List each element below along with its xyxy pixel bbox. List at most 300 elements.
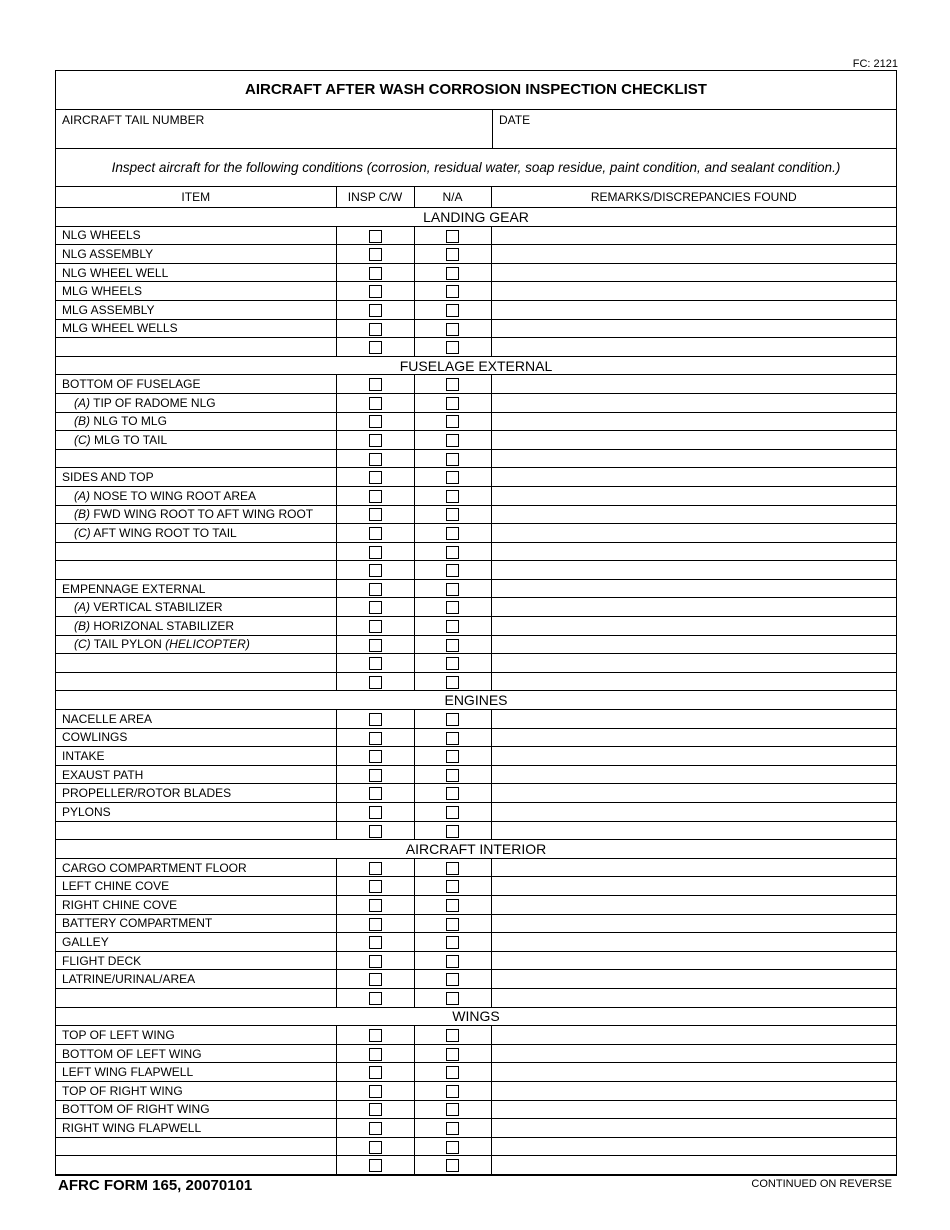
remarks-cell[interactable] <box>491 1119 896 1138</box>
insp-checkbox[interactable] <box>369 1029 382 1042</box>
insp-checkbox[interactable] <box>369 657 382 670</box>
na-cell <box>414 1156 491 1175</box>
remarks-cell[interactable] <box>491 914 896 933</box>
insp-cell <box>336 951 414 970</box>
form-code: FC: 2121 <box>852 58 898 70</box>
na-checkbox[interactable] <box>446 527 459 540</box>
checklist-row <box>56 449 896 468</box>
item-cell <box>56 877 336 896</box>
na-checkbox[interactable] <box>446 657 459 670</box>
na-checkbox[interactable] <box>446 862 459 875</box>
na-checkbox[interactable] <box>446 620 459 633</box>
date-field[interactable]: DATE <box>499 113 531 127</box>
na-checkbox[interactable] <box>446 397 459 410</box>
na-cell <box>414 245 491 264</box>
item-cell <box>56 300 336 319</box>
remarks-cell[interactable] <box>491 1044 896 1063</box>
insp-checkbox[interactable] <box>369 546 382 559</box>
item-cell <box>56 263 336 282</box>
insp-checkbox[interactable] <box>369 713 382 726</box>
na-cell <box>414 431 491 450</box>
item-label: AFT WING ROOT TO TAIL <box>93 525 237 540</box>
insp-cell <box>336 988 414 1007</box>
na-checkbox[interactable] <box>446 880 459 893</box>
item-label: LEFT WING FLAPWELL <box>62 1065 194 1080</box>
item-cell <box>56 449 336 468</box>
item-label: COWLINGS <box>62 730 128 745</box>
remarks-cell[interactable] <box>491 784 896 803</box>
remarks-cell[interactable] <box>491 1026 896 1045</box>
item-label: INTAKE <box>62 749 105 764</box>
na-cell <box>414 375 491 394</box>
na-checkbox[interactable] <box>446 936 459 949</box>
item-label: TAIL PYLON <box>93 637 162 652</box>
item-label: NLG TO MLG <box>93 414 167 429</box>
insp-checkbox[interactable] <box>369 936 382 949</box>
remarks-cell[interactable] <box>491 393 896 412</box>
item-label: LATRINE/URINAL/AREA <box>62 972 196 987</box>
na-checkbox[interactable] <box>446 453 459 466</box>
na-checkbox[interactable] <box>446 1141 459 1154</box>
checklist-row <box>56 1137 896 1156</box>
insp-cell <box>336 784 414 803</box>
col-insp-header: INSP C/W <box>336 187 414 208</box>
item-label: CARGO COMPARTMENT FLOOR <box>62 860 247 875</box>
checklist-row <box>56 579 896 598</box>
checklist-row <box>56 486 896 505</box>
remarks-cell[interactable] <box>491 449 896 468</box>
item-cell <box>56 1044 336 1063</box>
remarks-cell[interactable] <box>491 263 896 282</box>
item-cell <box>56 914 336 933</box>
insp-checkbox[interactable] <box>369 378 382 391</box>
na-checkbox[interactable] <box>446 1103 459 1116</box>
na-checkbox[interactable] <box>446 787 459 800</box>
insp-cell <box>336 858 414 877</box>
remarks-cell[interactable] <box>491 728 896 747</box>
remarks-cell[interactable] <box>491 654 896 673</box>
na-checkbox[interactable] <box>446 601 459 614</box>
insp-cell <box>336 728 414 747</box>
remarks-cell[interactable] <box>491 617 896 636</box>
insp-checkbox[interactable] <box>369 583 382 596</box>
remarks-cell[interactable] <box>491 375 896 394</box>
checklist-row <box>56 263 896 282</box>
insp-cell <box>336 393 414 412</box>
checklist-row <box>56 431 896 450</box>
insp-cell <box>336 765 414 784</box>
tail-number-field[interactable]: AIRCRAFT TAIL NUMBER <box>56 110 493 148</box>
na-cell <box>414 803 491 822</box>
na-cell <box>414 672 491 691</box>
item-prefix: (A) <box>74 600 90 615</box>
na-cell <box>414 858 491 877</box>
item-cell <box>56 505 336 524</box>
insp-checkbox[interactable] <box>369 1066 382 1079</box>
remarks-cell[interactable] <box>491 319 896 338</box>
remarks-cell[interactable] <box>491 300 896 319</box>
na-checkbox[interactable] <box>446 918 459 931</box>
insp-checkbox[interactable] <box>369 285 382 298</box>
insp-cell <box>336 486 414 505</box>
na-cell <box>414 561 491 580</box>
insp-checkbox[interactable] <box>369 1103 382 1116</box>
section-header <box>56 356 896 375</box>
checklist-row <box>56 877 896 896</box>
insp-cell <box>336 747 414 766</box>
item-label: RIGHT CHINE COVE <box>62 897 178 912</box>
item-label: NLG ASSEMBLY <box>62 246 154 261</box>
na-cell <box>414 933 491 952</box>
checklist-row <box>56 895 896 914</box>
na-checkbox[interactable] <box>446 230 459 243</box>
na-cell <box>414 635 491 654</box>
header-fields <box>56 110 896 149</box>
remarks-cell[interactable] <box>491 468 896 487</box>
na-cell <box>414 988 491 1007</box>
insp-cell <box>336 1100 414 1119</box>
na-checkbox[interactable] <box>446 732 459 745</box>
item-label: TOP OF LEFT WING <box>62 1027 175 1042</box>
na-checkbox[interactable] <box>446 1122 459 1135</box>
item-prefix: (C) <box>74 637 91 652</box>
remarks-cell[interactable] <box>491 226 896 245</box>
checklist-row <box>56 319 896 338</box>
checklist-row <box>56 505 896 524</box>
item-prefix: (A) <box>74 395 90 410</box>
na-cell <box>414 263 491 282</box>
remarks-cell[interactable] <box>491 858 896 877</box>
remarks-cell[interactable] <box>491 951 896 970</box>
remarks-cell[interactable] <box>491 895 896 914</box>
na-checkbox[interactable] <box>446 992 459 1005</box>
item-cell <box>56 933 336 952</box>
item-cell <box>56 672 336 691</box>
item-cell <box>56 635 336 654</box>
na-checkbox[interactable] <box>446 1029 459 1042</box>
remarks-cell[interactable] <box>491 747 896 766</box>
item-cell <box>56 598 336 617</box>
insp-checkbox[interactable] <box>369 434 382 447</box>
insp-cell <box>336 1044 414 1063</box>
na-checkbox[interactable] <box>446 1048 459 1061</box>
checklist-row <box>56 747 896 766</box>
item-prefix: (A) <box>74 488 90 503</box>
checklist-row <box>56 524 896 543</box>
remarks-cell[interactable] <box>491 338 896 357</box>
na-checkbox[interactable] <box>446 676 459 689</box>
item-cell <box>56 338 336 357</box>
remarks-cell[interactable] <box>491 1081 896 1100</box>
insp-checkbox[interactable] <box>369 230 382 243</box>
insp-checkbox[interactable] <box>369 769 382 782</box>
insp-cell <box>336 300 414 319</box>
insp-cell <box>336 226 414 245</box>
item-label: BOTTOM OF LEFT WING <box>62 1046 202 1061</box>
na-checkbox[interactable] <box>446 285 459 298</box>
remarks-cell[interactable] <box>491 598 896 617</box>
insp-cell <box>336 710 414 729</box>
remarks-cell[interactable] <box>491 282 896 301</box>
remarks-cell[interactable] <box>491 542 896 561</box>
insp-checkbox[interactable] <box>369 973 382 986</box>
insp-cell <box>336 319 414 338</box>
item-cell <box>56 988 336 1007</box>
insp-cell <box>336 821 414 840</box>
insp-checkbox[interactable] <box>369 732 382 745</box>
insp-checkbox[interactable] <box>369 248 382 261</box>
insp-checkbox[interactable] <box>369 471 382 484</box>
checklist-row <box>56 561 896 580</box>
item-cell <box>56 1081 336 1100</box>
na-checkbox[interactable] <box>446 825 459 838</box>
item-prefix: (B) <box>74 414 90 429</box>
section-header <box>56 840 896 859</box>
remarks-cell[interactable] <box>491 412 896 431</box>
item-cell <box>56 579 336 598</box>
na-checkbox[interactable] <box>446 304 459 317</box>
insp-checkbox[interactable] <box>369 918 382 931</box>
insp-checkbox[interactable] <box>369 527 382 540</box>
item-cell <box>56 1026 336 1045</box>
insp-checkbox[interactable] <box>369 508 382 521</box>
insp-cell <box>336 1119 414 1138</box>
insp-cell <box>336 1156 414 1175</box>
checklist-row <box>56 951 896 970</box>
checklist-row <box>56 1100 896 1119</box>
section-title: AIRCRAFT INTERIOR <box>56 840 896 859</box>
na-checkbox[interactable] <box>446 1085 459 1098</box>
na-cell <box>414 617 491 636</box>
na-checkbox[interactable] <box>446 955 459 968</box>
insp-checkbox[interactable] <box>369 323 382 336</box>
na-cell <box>414 524 491 543</box>
insp-checkbox[interactable] <box>369 880 382 893</box>
insp-checkbox[interactable] <box>369 415 382 428</box>
remarks-cell[interactable] <box>491 821 896 840</box>
insp-checkbox[interactable] <box>369 787 382 800</box>
item-cell <box>56 486 336 505</box>
checklist-row <box>56 338 896 357</box>
remarks-cell[interactable] <box>491 1100 896 1119</box>
item-label: MLG WHEELS <box>62 284 143 299</box>
insp-checkbox[interactable] <box>369 1048 382 1061</box>
remarks-cell[interactable] <box>491 1156 896 1175</box>
na-cell <box>414 1063 491 1082</box>
insp-checkbox[interactable] <box>369 304 382 317</box>
remarks-cell[interactable] <box>491 245 896 264</box>
col-remarks-header: REMARKS/DISCREPANCIES FOUND <box>491 187 896 208</box>
remarks-cell[interactable] <box>491 635 896 654</box>
remarks-cell[interactable] <box>491 431 896 450</box>
insp-checkbox[interactable] <box>369 1159 382 1172</box>
item-cell <box>56 803 336 822</box>
remarks-cell[interactable] <box>491 672 896 691</box>
checklist-row <box>56 970 896 989</box>
remarks-cell[interactable] <box>491 524 896 543</box>
item-cell <box>56 1119 336 1138</box>
na-checkbox[interactable] <box>446 546 459 559</box>
insp-checkbox[interactable] <box>369 1141 382 1154</box>
na-cell <box>414 226 491 245</box>
insp-cell <box>336 1081 414 1100</box>
insp-checkbox[interactable] <box>369 453 382 466</box>
na-cell <box>414 1081 491 1100</box>
insp-cell <box>336 1026 414 1045</box>
checklist-row <box>56 803 896 822</box>
na-cell <box>414 542 491 561</box>
checklist-row <box>56 1063 896 1082</box>
na-cell <box>414 654 491 673</box>
na-checkbox[interactable] <box>446 248 459 261</box>
na-checkbox[interactable] <box>446 508 459 521</box>
na-checkbox[interactable] <box>446 323 459 336</box>
na-cell <box>414 1100 491 1119</box>
na-checkbox[interactable] <box>446 750 459 763</box>
remarks-cell[interactable] <box>491 561 896 580</box>
remarks-cell[interactable] <box>491 710 896 729</box>
na-cell <box>414 338 491 357</box>
item-label: VERTICAL STABILIZER <box>93 600 223 615</box>
remarks-cell[interactable] <box>491 1063 896 1082</box>
checklist-row <box>56 393 896 412</box>
section-header <box>56 208 896 227</box>
na-checkbox[interactable] <box>446 490 459 503</box>
item-cell <box>56 375 336 394</box>
na-checkbox[interactable] <box>446 564 459 577</box>
insp-checkbox[interactable] <box>369 1122 382 1135</box>
remarks-cell[interactable] <box>491 988 896 1007</box>
remarks-cell[interactable] <box>491 970 896 989</box>
checklist-row <box>56 1026 896 1045</box>
item-label: TIP OF RADOME NLG <box>93 395 216 410</box>
insp-cell <box>336 505 414 524</box>
section-title: WINGS <box>56 1007 896 1026</box>
insp-cell <box>336 1063 414 1082</box>
insp-checkbox[interactable] <box>369 639 382 652</box>
na-checkbox[interactable] <box>446 1159 459 1172</box>
na-checkbox[interactable] <box>446 899 459 912</box>
remarks-cell[interactable] <box>491 765 896 784</box>
insp-checkbox[interactable] <box>369 267 382 280</box>
insp-cell <box>336 654 414 673</box>
item-label: FLIGHT DECK <box>62 953 142 968</box>
insp-checkbox[interactable] <box>369 899 382 912</box>
insp-checkbox[interactable] <box>369 676 382 689</box>
na-checkbox[interactable] <box>446 713 459 726</box>
na-cell <box>414 951 491 970</box>
item-cell <box>56 1156 336 1175</box>
insp-checkbox[interactable] <box>369 601 382 614</box>
na-cell <box>414 821 491 840</box>
insp-checkbox[interactable] <box>369 825 382 838</box>
checklist-row <box>56 468 896 487</box>
checklist-row <box>56 245 896 264</box>
item-label: LEFT CHINE COVE <box>62 879 170 894</box>
item-prefix: (B) <box>74 507 90 522</box>
insp-checkbox[interactable] <box>369 806 382 819</box>
checklist-table <box>56 187 896 1175</box>
checklist-row <box>56 226 896 245</box>
item-label: NACELLE AREA <box>62 711 153 726</box>
insp-checkbox[interactable] <box>369 620 382 633</box>
item-label: PROPELLER/ROTOR BLADES <box>62 786 232 801</box>
na-checkbox[interactable] <box>446 267 459 280</box>
item-label: SIDES AND TOP <box>62 470 154 485</box>
na-checkbox[interactable] <box>446 769 459 782</box>
remarks-cell[interactable] <box>491 933 896 952</box>
insp-checkbox[interactable] <box>369 490 382 503</box>
insp-cell <box>336 375 414 394</box>
item-label: TOP OF RIGHT WING <box>62 1083 183 1098</box>
na-cell <box>414 1137 491 1156</box>
item-suffix: (HELICOPTER) <box>165 637 250 652</box>
na-cell <box>414 449 491 468</box>
item-cell <box>56 858 336 877</box>
insp-cell <box>336 282 414 301</box>
na-cell <box>414 486 491 505</box>
remarks-cell[interactable] <box>491 1137 896 1156</box>
insp-cell <box>336 803 414 822</box>
na-checkbox[interactable] <box>446 415 459 428</box>
na-checkbox[interactable] <box>446 806 459 819</box>
item-cell <box>56 226 336 245</box>
remarks-cell[interactable] <box>491 579 896 598</box>
item-label: NLG WHEEL WELL <box>62 265 169 280</box>
na-checkbox[interactable] <box>446 434 459 447</box>
remarks-cell[interactable] <box>491 803 896 822</box>
checklist-row <box>56 858 896 877</box>
checklist-row <box>56 300 896 319</box>
checklist-row <box>56 282 896 301</box>
na-cell <box>414 1026 491 1045</box>
insp-checkbox[interactable] <box>369 992 382 1005</box>
na-checkbox[interactable] <box>446 378 459 391</box>
insp-checkbox[interactable] <box>369 862 382 875</box>
remarks-cell[interactable] <box>491 505 896 524</box>
insp-checkbox[interactable] <box>369 1085 382 1098</box>
na-cell <box>414 784 491 803</box>
na-checkbox[interactable] <box>446 583 459 596</box>
na-checkbox[interactable] <box>446 973 459 986</box>
na-cell <box>414 1119 491 1138</box>
na-checkbox[interactable] <box>446 639 459 652</box>
na-cell <box>414 877 491 896</box>
insp-cell <box>336 468 414 487</box>
na-checkbox[interactable] <box>446 341 459 354</box>
insp-cell <box>336 933 414 952</box>
item-label: FWD WING ROOT TO AFT WING ROOT <box>93 507 314 522</box>
checklist-row <box>56 914 896 933</box>
form-title: AIRCRAFT AFTER WASH CORROSION INSPECTION CHECKLIST <box>56 71 896 110</box>
insp-cell <box>336 449 414 468</box>
insp-checkbox[interactable] <box>369 341 382 354</box>
insp-cell <box>336 431 414 450</box>
remarks-cell[interactable] <box>491 877 896 896</box>
na-cell <box>414 319 491 338</box>
na-checkbox[interactable] <box>446 471 459 484</box>
insp-checkbox[interactable] <box>369 955 382 968</box>
insp-checkbox[interactable] <box>369 564 382 577</box>
remarks-cell[interactable] <box>491 486 896 505</box>
item-cell <box>56 245 336 264</box>
insp-checkbox[interactable] <box>369 750 382 763</box>
insp-cell <box>336 877 414 896</box>
insp-checkbox[interactable] <box>369 397 382 410</box>
na-checkbox[interactable] <box>446 1066 459 1079</box>
insp-cell <box>336 524 414 543</box>
checklist-row <box>56 654 896 673</box>
